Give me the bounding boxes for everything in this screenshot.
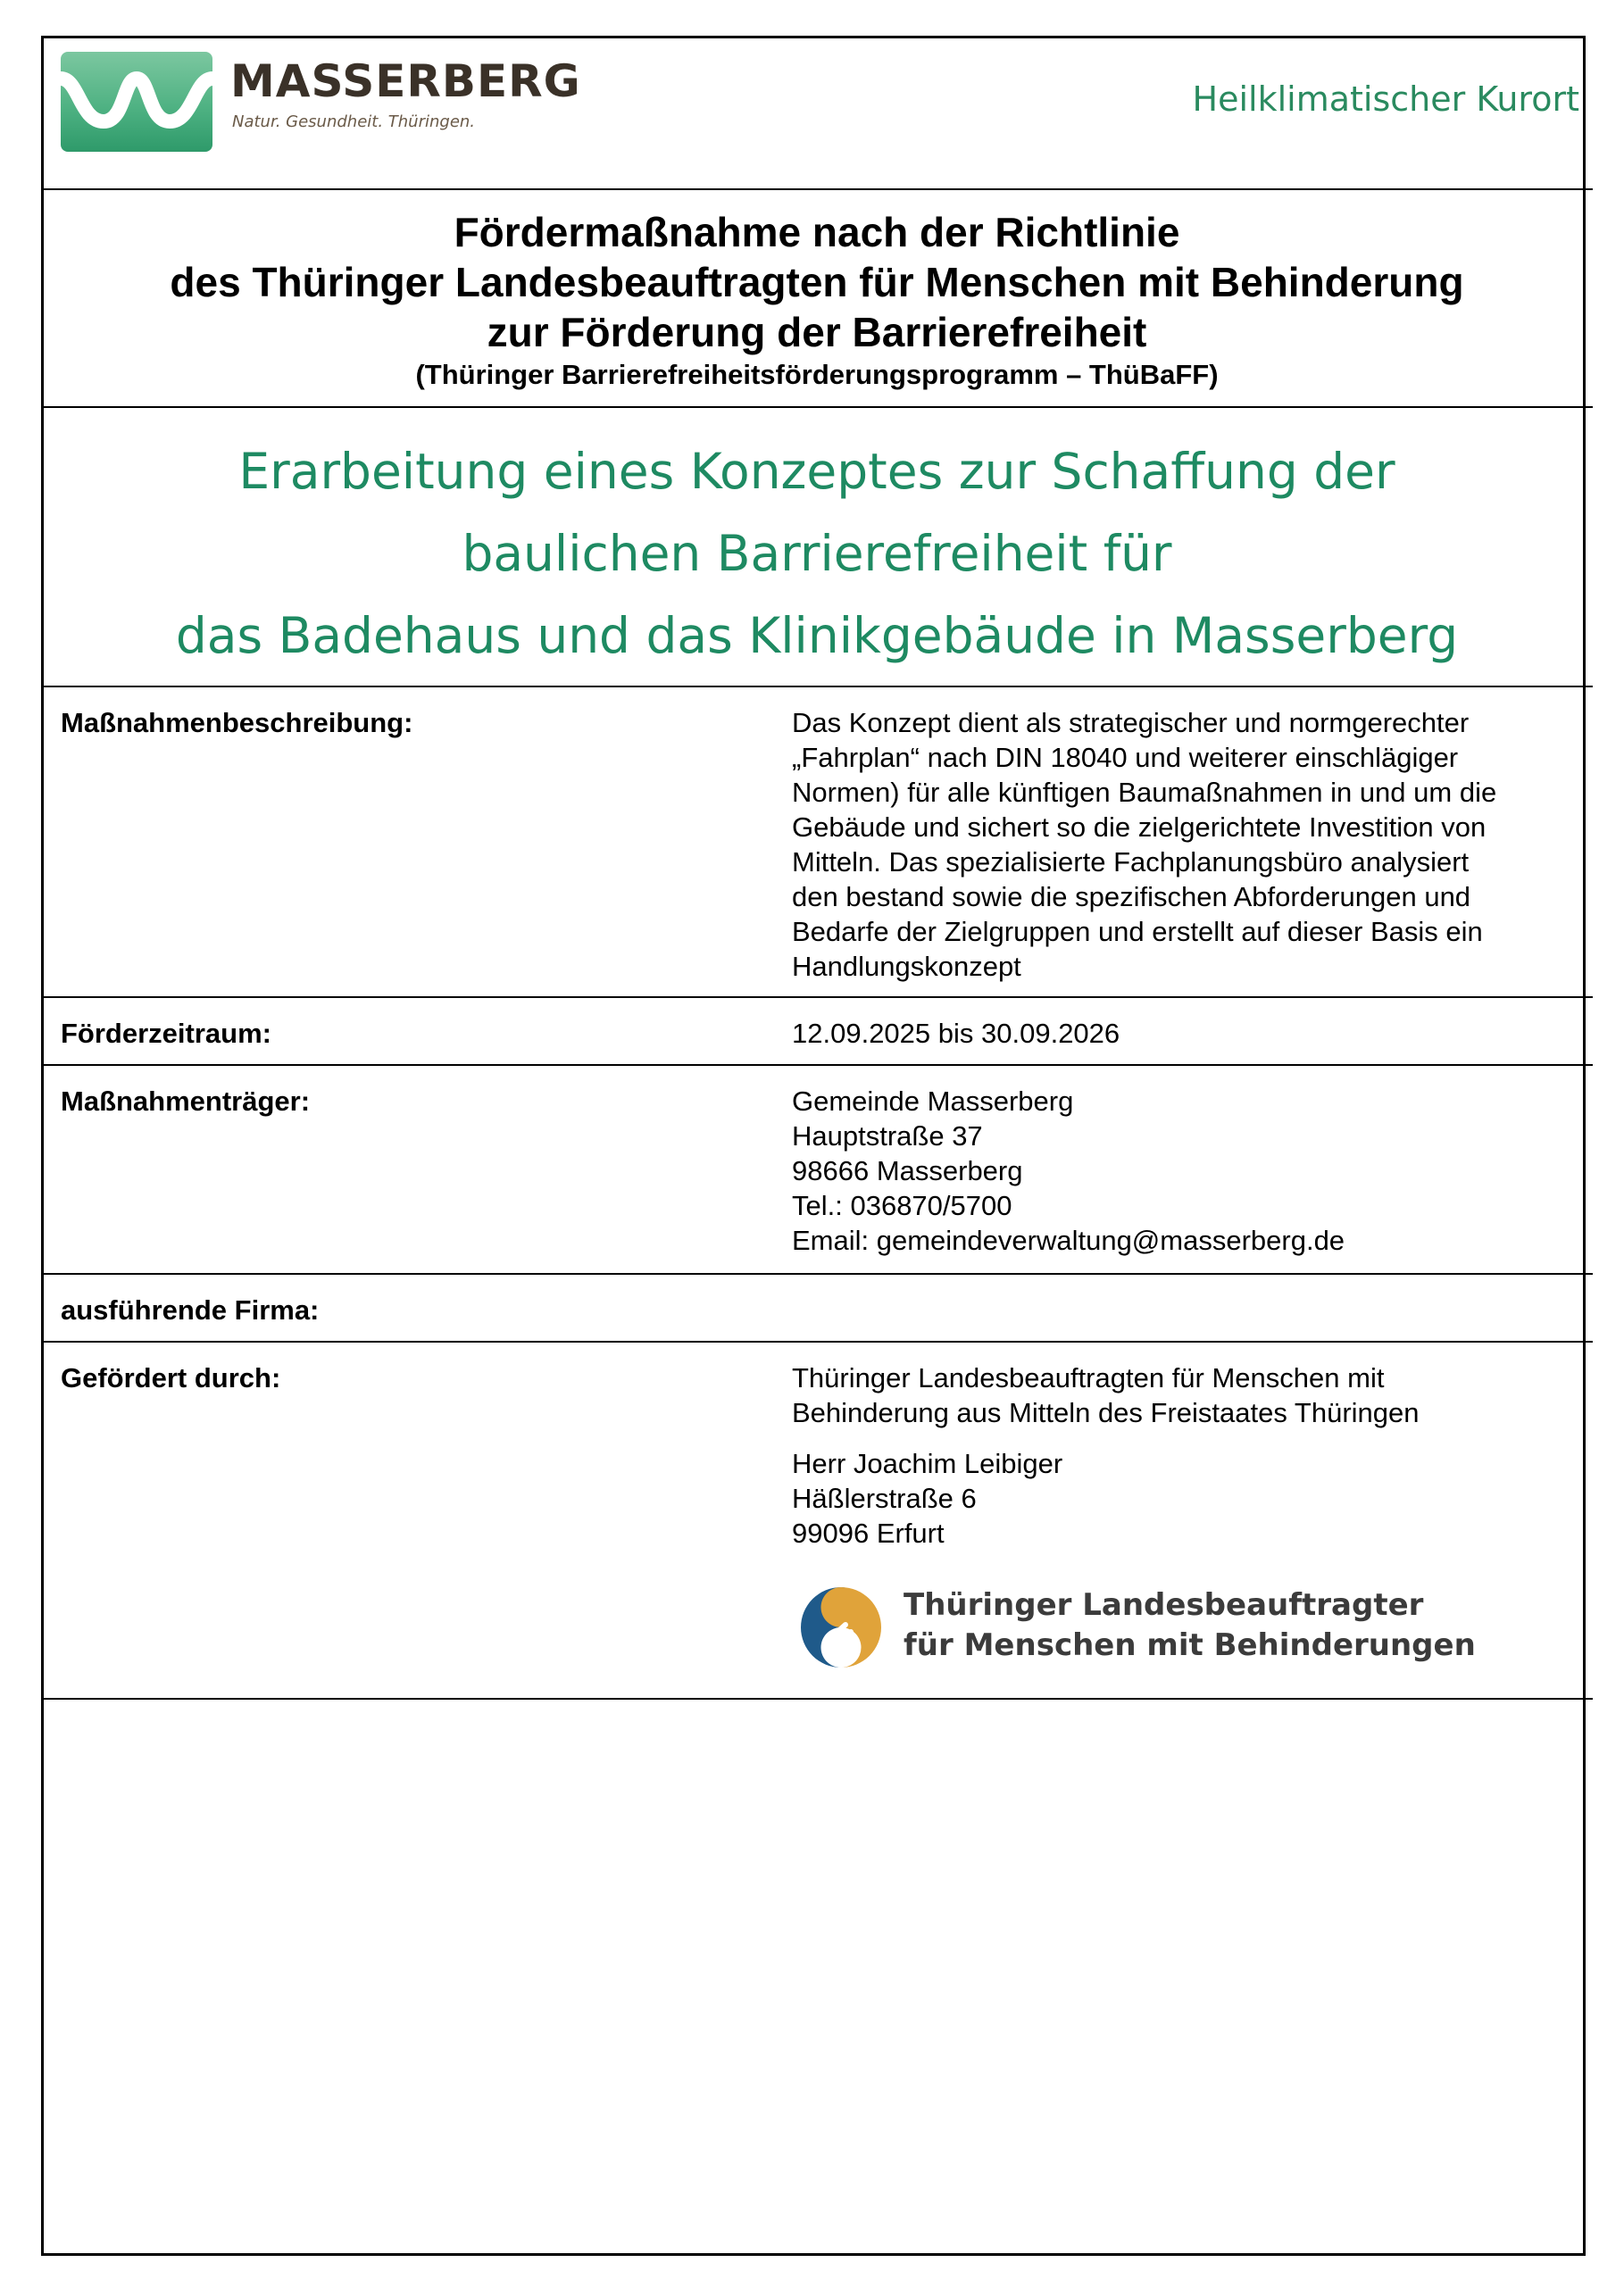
- divider: [41, 1273, 1593, 1275]
- sponsor-city: 98666 Masserberg: [792, 1155, 1023, 1186]
- masserberg-logo-mark: [61, 52, 212, 152]
- description-line: Bedarfe der Zielgruppen und erstellt auf dieser Basis ein: [792, 916, 1483, 947]
- project-line: baulichen Barrierefreiheit für: [462, 525, 1172, 582]
- contractor-label: ausführende Firma:: [61, 1294, 320, 1326]
- title-line: Fördermaßnahme nach der Richtlinie: [454, 209, 1180, 255]
- commissioner-logo-text: [904, 1585, 1476, 1666]
- title-line: des Thüringer Landesbeauftragten für Menschen mit Behinderung: [170, 259, 1464, 305]
- sponsor-phone: Tel.: 036870/5700: [792, 1190, 1012, 1221]
- sponsor-email: Email: gemeindeverwaltung@masserberg.de: [792, 1225, 1345, 1256]
- project-line: das Badehaus und das Klinikgebäude in Masserberg: [175, 607, 1459, 664]
- funded-by-label: Gefördert durch:: [61, 1362, 281, 1393]
- sponsor-name: Gemeinde Masserberg: [792, 1086, 1074, 1117]
- divider: [41, 996, 1593, 998]
- sponsor-street: Hauptstraße 37: [792, 1120, 983, 1152]
- kurort-label: Heilklimatischer Kurort: [1192, 79, 1579, 119]
- project-heading: [41, 430, 1593, 677]
- sponsor-value: [792, 1084, 1578, 1258]
- divider: [41, 1341, 1593, 1343]
- contact-name: Herr Joachim Leibiger: [792, 1448, 1063, 1479]
- sponsor-label: Maßnahmenträger:: [61, 1086, 311, 1117]
- program-subtitle: (Thüringer Barrierefreiheitsförderungsprogramm – ThüBaFF): [415, 359, 1219, 390]
- program-title: [41, 207, 1593, 393]
- description-line: Handlungskonzept: [792, 951, 1021, 982]
- brand-name: MASSERBERG: [230, 55, 581, 107]
- contact-city: 99096 Erfurt: [792, 1518, 945, 1549]
- description-line: Das Konzept dient als strategischer und normgerechter: [792, 707, 1470, 738]
- period-value: 12.09.2025 bis 30.09.2026: [792, 1018, 1120, 1049]
- period-label: Förderzeitraum:: [61, 1018, 271, 1049]
- project-line: Erarbeitung eines Konzeptes zur Schaffung der: [238, 443, 1395, 500]
- description-line: „Fahrplan“ nach DIN 18040 und weiterer einschlägiger: [792, 742, 1459, 773]
- funded-by-contact: [792, 1446, 1578, 1551]
- description-line: Gebäude und sichert so die zielgerichtete Investition von: [792, 811, 1487, 843]
- commissioner-logo-icon: [792, 1578, 890, 1676]
- divider: [41, 1064, 1593, 1066]
- divider: [41, 686, 1593, 687]
- description-line: den bestand sowie die spezifischen Abforderungen und: [792, 881, 1471, 912]
- commissioner-logo-line: für Menschen mit Behinderungen: [904, 1627, 1476, 1663]
- contact-street: Häßlerstraße 6: [792, 1483, 977, 1514]
- title-line: zur Förderung der Barrierefreiheit: [487, 309, 1147, 355]
- divider: [41, 1698, 1593, 1700]
- funded-by-org-line: Behinderung aus Mitteln des Freistaates Thüringen: [792, 1397, 1420, 1428]
- description-label: Maßnahmenbeschreibung:: [61, 707, 413, 738]
- divider: [41, 188, 1593, 190]
- description-line: Mitteln. Das spezialisierte Fachplanungsbüro analysiert: [792, 846, 1470, 878]
- brand-tagline: Natur. Gesundheit. Thüringen.: [232, 112, 476, 131]
- description-value: [792, 705, 1578, 984]
- funded-by-org: [792, 1360, 1578, 1430]
- divider: [41, 406, 1593, 408]
- description-line: Normen) für alle künftigen Baumaßnahmen in und um die: [792, 777, 1497, 808]
- commissioner-logo-line: Thüringer Landesbeauftragter: [904, 1587, 1424, 1623]
- funded-by-org-line: Thüringer Landesbeauftragten für Menschen mit: [792, 1362, 1385, 1393]
